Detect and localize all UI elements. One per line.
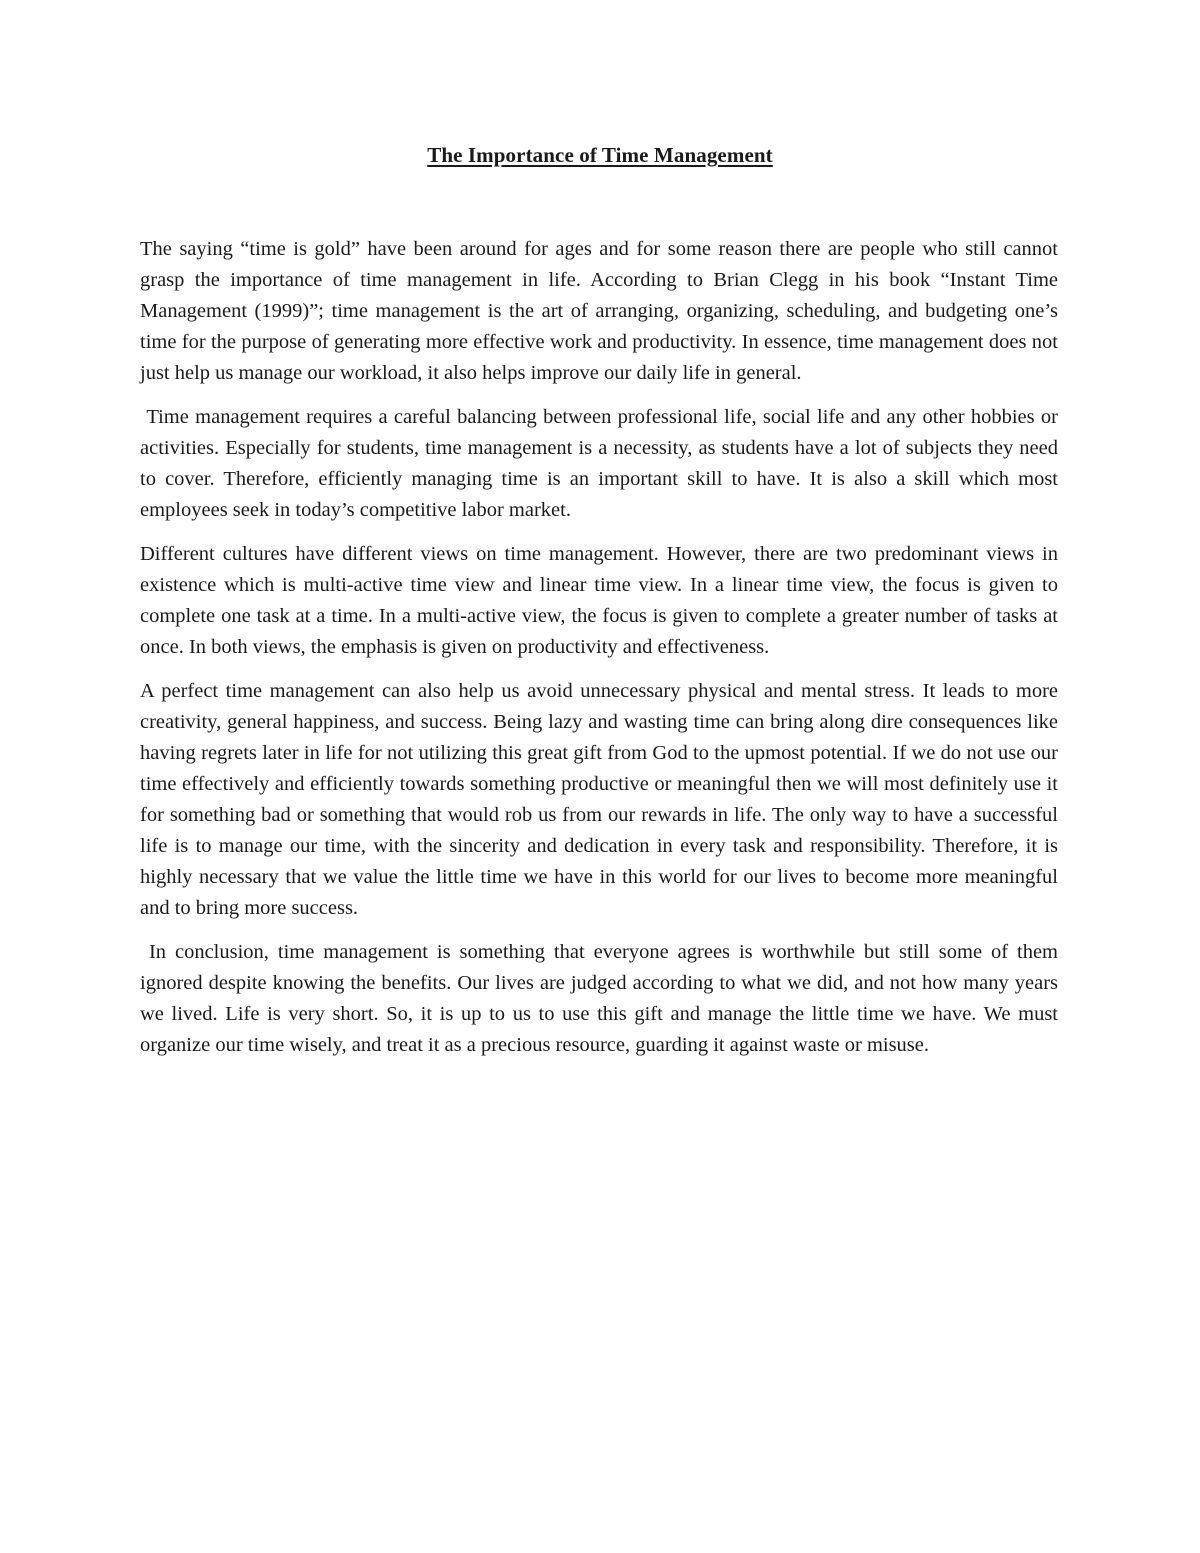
paragraph-introduction: The saying “time is gold” have been around for ages and for some reason there are people who still cannot grasp the importance of time management in life. According to Brian Clegg in his book “Instant Time Management (1999)”; time management is the art of arranging, organizing, scheduling, and budgeting one’s time for the purpose of generating more effective work and productivity. In essence, time management does not just help us manage our workload, it also helps improve our daily life in general. [140,238,1058,384]
paragraph-stress-and-success: A perfect time management can also help us avoid unnecessary physical and mental stress. It leads to more creativity, general happiness, and success. Being lazy and wasting time can bring along dire consequences like having regrets later in life for not utilizing this great gift from God to the upmost potential. If we do not use our time effectively and efficiently towards something productive or meaningful then we will most definitely use it for something bad or something that would rob us from our rewards in life. The only way to have a successful life is to manage our time, with the sincerity and dedication in every task and responsibility. Therefore, it is highly necessary that we value the little time we have in this world for our lives to become more meaningful and to bring more success. [140,680,1058,919]
document-body [140,234,1064,1074]
paragraph-balancing: Time management requires a careful balancing between professional life, social life and any other hobbies or activities. Especially for students, time management is a necessity, as students have a lot of subjects they need to cover. Therefore, efficiently managing time is an important skill to have. It is also a skill which most employees seek in today’s competitive labor market. [140,406,1064,521]
paragraph-conclusion: In conclusion, time management is something that everyone agrees is worthwhile but still some of them ignored despite knowing the benefits. Our lives are judged according to what we did, and not how many years we lived. Life is very short. So, it is up to us to use this gift and manage the little time we have. We must organize our time wisely, and treat it as a precious resource, guarding it against waste or misuse. [140,941,1064,1056]
paragraph-cultural-views: Different cultures have different views on time management. However, there are two predominant views in existence which is multi-active time view and linear time view. In a linear time view, the focus is given to complete one task at a time. In a multi-active view, the focus is given to complete a greater number of tasks at once. In both views, the emphasis is given on productivity and effectiveness. [140,543,1058,658]
document-title: The Importance of Time Management [427,143,773,167]
